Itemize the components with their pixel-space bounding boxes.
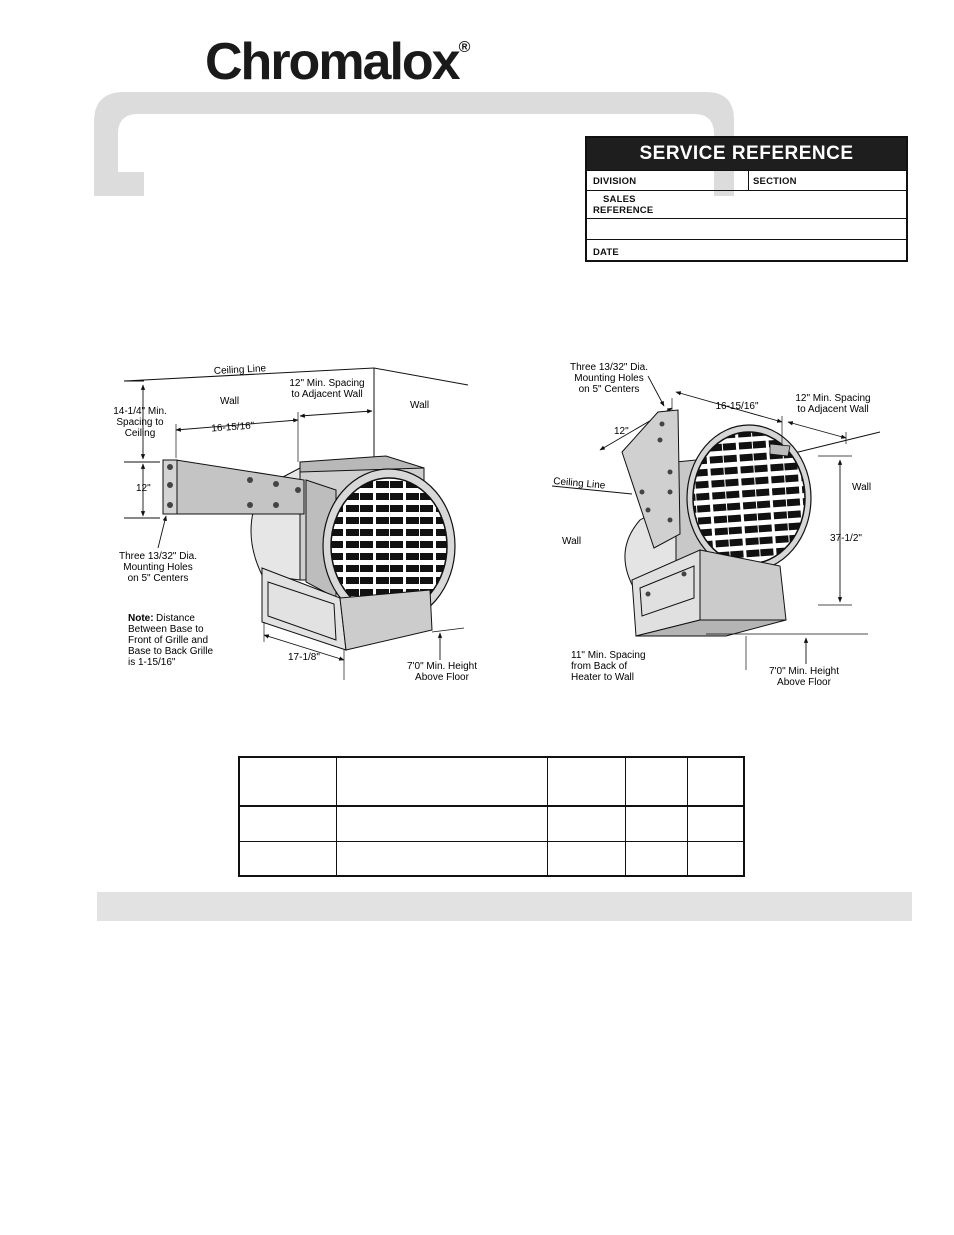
section-label: SECTION xyxy=(753,176,797,187)
division-label: DIVISION xyxy=(593,176,637,187)
floor-height-label: 7'0" Min. Height xyxy=(769,666,839,677)
left-diagram xyxy=(113,363,477,683)
ceiling-spacing-label: Spacing to xyxy=(116,417,164,428)
divider xyxy=(587,170,906,171)
service-reference-box xyxy=(585,136,908,262)
note-text: Front of Grille and xyxy=(128,635,209,646)
wall-label: Wall xyxy=(562,536,582,547)
sales-label: SALES xyxy=(603,194,636,205)
ceiling-line-label: Ceiling Line xyxy=(552,476,606,492)
back-spacing-label: from Back of xyxy=(571,661,628,672)
brand-logo xyxy=(205,33,471,91)
bracket-dimension: 12" xyxy=(614,426,629,437)
note-text: is 1-15/16" xyxy=(128,657,176,668)
mounting-holes-label: Mounting Holes xyxy=(574,373,644,384)
width-dimension: 16-15/16" xyxy=(715,401,759,412)
wall-label: Wall xyxy=(410,400,430,411)
wall-label: Wall xyxy=(220,396,240,407)
section-band xyxy=(97,892,912,921)
floor-height-label: 7'0" Min. Height xyxy=(407,661,477,672)
width-dimension: 16-15/16" xyxy=(210,420,255,435)
divider xyxy=(587,190,906,191)
table-column-divider xyxy=(625,758,626,875)
service-reference-title: SERVICE REFERENCE xyxy=(587,138,906,170)
adjacent-spacing-label: to Adjacent Wall xyxy=(797,404,869,415)
adjacent-spacing-label: to Adjacent Wall xyxy=(291,389,363,400)
table-column-divider xyxy=(687,758,688,875)
height-dimension: 37-1/2" xyxy=(830,533,862,544)
reference-label: REFERENCE xyxy=(593,205,654,216)
mounting-holes-label: Three 13/32" Dia. xyxy=(569,362,649,373)
back-spacing-label: 11" Min. Spacing xyxy=(571,650,646,661)
wall-label: Wall xyxy=(852,482,872,493)
brand-name: Chromalox xyxy=(205,33,459,91)
note-text: Between Base to xyxy=(128,624,204,635)
ceiling-spacing-label: Ceiling xyxy=(124,428,156,439)
table-column-divider xyxy=(336,758,337,875)
note-label xyxy=(128,613,154,624)
bracket-height-dimension: 12" xyxy=(136,483,151,494)
note-text: Base to Back Grille xyxy=(128,646,214,657)
adjacent-spacing-label: 12" Min. Spacing xyxy=(289,378,365,389)
divider xyxy=(587,218,906,219)
divider xyxy=(587,239,906,240)
registered-mark: ® xyxy=(458,39,471,56)
table-column-divider xyxy=(547,758,548,875)
mounting-holes-label: Mounting Holes xyxy=(123,562,193,573)
divider xyxy=(748,170,749,190)
note-text: Distance xyxy=(156,613,195,624)
floor-height-label: Above Floor xyxy=(415,672,469,683)
table-row-divider xyxy=(240,841,743,842)
adjacent-spacing-label: 12" Min. Spacing xyxy=(795,393,871,404)
mounting-holes-label: Three 13/32" Dia. xyxy=(118,551,198,562)
table-header-divider xyxy=(240,805,743,807)
depth-dimension: 17-1/8" xyxy=(288,652,320,663)
date-label: DATE xyxy=(593,247,619,258)
ceiling-spacing-label: 14-1/4" Min. xyxy=(113,406,167,417)
note-heading: Note: xyxy=(128,613,154,624)
right-diagram xyxy=(552,362,880,688)
mounting-holes-label: on 5" Centers xyxy=(578,384,640,395)
installation-diagrams xyxy=(0,340,954,700)
floor-height-label: Above Floor xyxy=(777,677,831,688)
back-spacing-label: Heater to Wall xyxy=(571,672,634,683)
spec-table xyxy=(238,756,745,877)
mounting-holes-label: on 5" Centers xyxy=(127,573,189,584)
ceiling-line-label: Ceiling Line xyxy=(213,363,267,377)
